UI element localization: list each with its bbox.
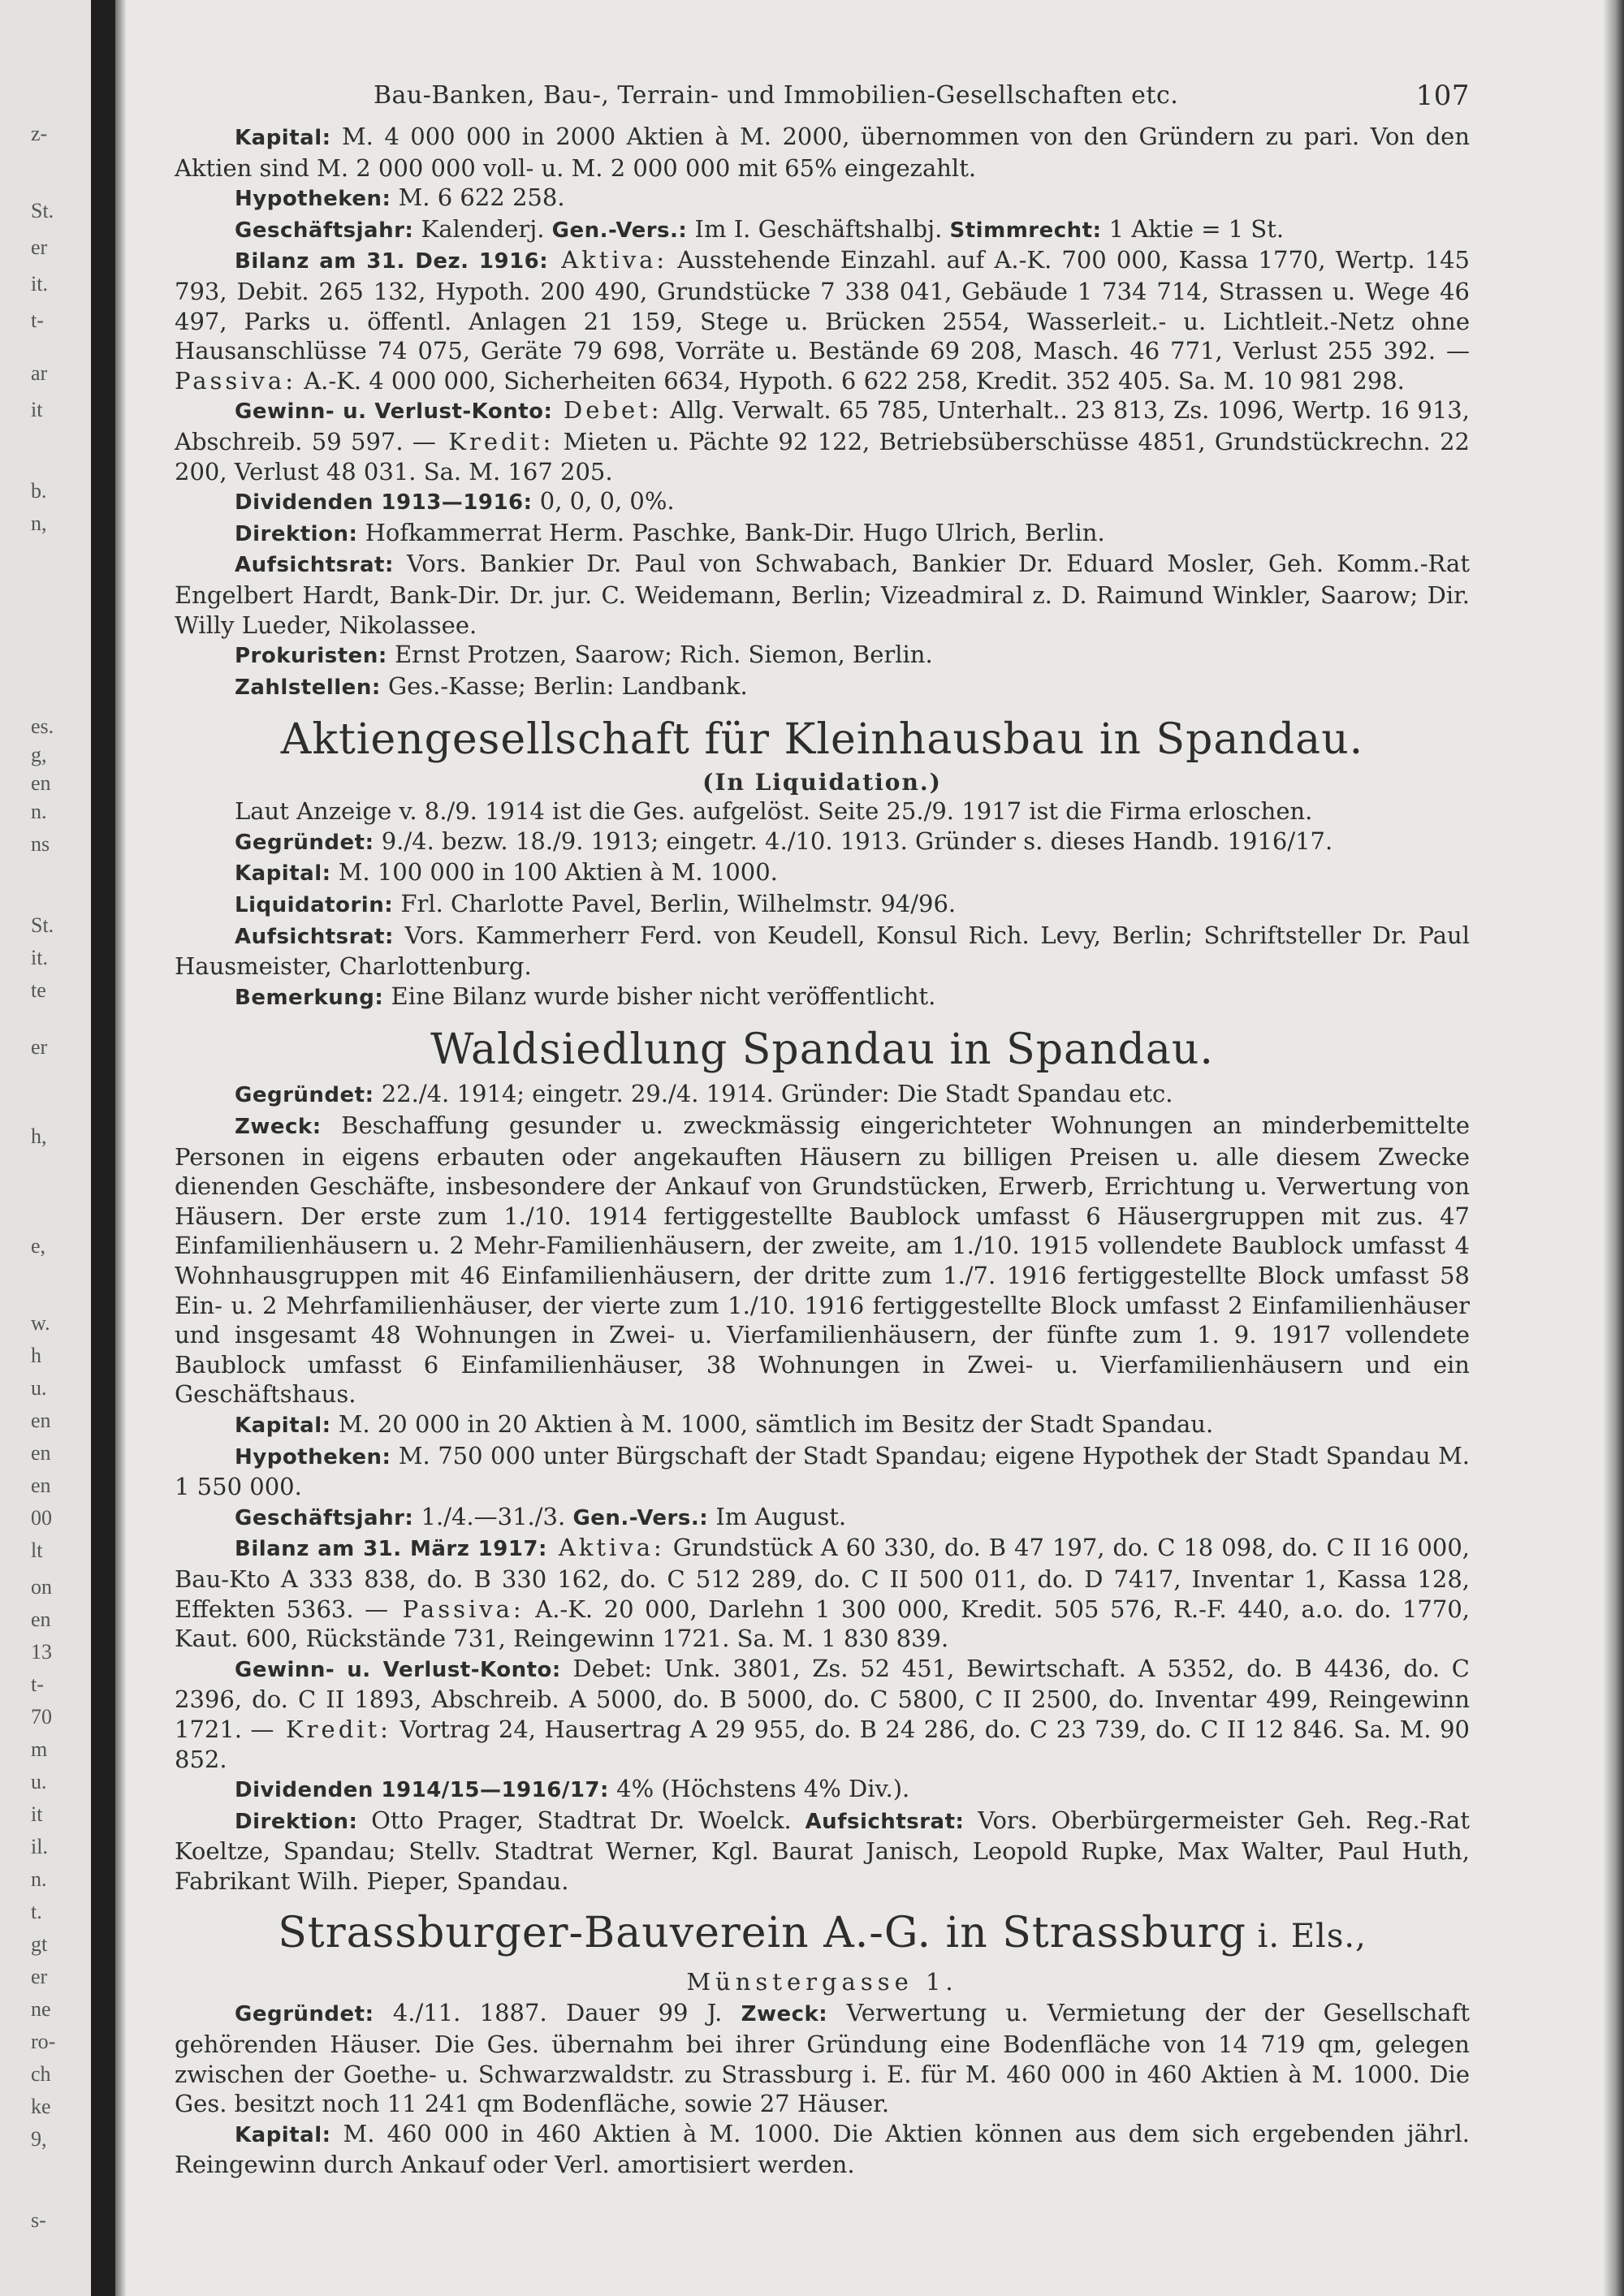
field-label: Direktion: <box>235 1809 358 1834</box>
margin-fragment: 70 <box>31 1705 52 1728</box>
margin-fragment: en <box>31 1608 51 1631</box>
field-label: Zweck: <box>235 1115 322 1140</box>
margin-fragment: ch <box>31 2062 51 2086</box>
margin-fragment: t- <box>31 1672 44 1696</box>
field-label: Dividenden 1913—1916: <box>235 490 533 516</box>
entry-paragraph <box>175 1079 1470 1111</box>
field-text: M. 20 000 in 20 Aktien à M. 1000, sämtlich im Besitz der Stadt Spandau. <box>330 1409 1214 1438</box>
page-edge-shadow <box>1603 0 1624 2296</box>
margin-fragment: it <box>31 1802 43 1826</box>
margin-fragment: s- <box>31 2208 46 2232</box>
field-text: Debet: Unk. 3801, Zs. 52 451, Bewirtschaft. A 5352, do. B 4436, do. C 2396, do. C II 1893, Abschreib. A 5000, do. B 5000, do. C 5800, C II 2500, do. Inventar 499, Reingewinn 1721. — <box>175 1654 1470 1743</box>
margin-fragment: it. <box>31 272 48 296</box>
margin-fragment: u. <box>31 1770 47 1793</box>
entry-paragraph <box>175 518 1470 550</box>
field-text: M. 750 000 unter Bürgschaft der Stadt Spandau; eigene Hypothek der Stadt Spandau M. 1 550 000. <box>175 1441 1470 1501</box>
header-title: Bau-Banken, Bau-, Terrain- und Immobilien-Gesellschaften etc. <box>374 81 1179 110</box>
margin-fragment: n. <box>31 800 47 823</box>
entry-subtitle-liquidation: (In Liquidation.) <box>702 769 942 796</box>
field-sublabel: Passiva: <box>388 1595 525 1623</box>
entry-paragraph <box>175 857 1470 889</box>
entry-paragraph <box>175 1111 1470 1409</box>
entry-paragraph <box>175 1533 1470 1653</box>
field-label: Bilanz am 31. Dez. 1916: <box>235 249 549 274</box>
field-label: Liquidatorin: <box>235 893 394 918</box>
entry-paragraph <box>175 245 1470 395</box>
field-text: Ges.-Kasse; Berlin: Landbank. <box>380 671 748 700</box>
entry-paragraph <box>175 1774 1470 1806</box>
field-sublabel: Aktiva: <box>546 1534 665 1562</box>
field-sublabel: Aktiva: <box>548 246 668 274</box>
margin-fragment: St. <box>31 199 54 222</box>
field-text: Eine Bilanz wurde bisher nicht veröffentlicht. <box>383 982 936 1010</box>
field-label: Bilanz am 31. März 1917: <box>235 1537 547 1562</box>
field-text: Otto Prager, Stadtrat Dr. Woelck. <box>357 1806 792 1834</box>
field-label: Gen.-Vers.: <box>551 218 688 243</box>
margin-fragment: St. <box>31 913 54 937</box>
running-header <box>175 81 1470 122</box>
field-text: Allg. Verwalt. 65 785, Unterhalt.. 23 813, Zs. 1096, Wertp. 16 913, Abschreib. 59 597. — <box>175 396 1470 455</box>
margin-fragment: g, <box>31 743 47 766</box>
field-text: Vors. Bankier Dr. Paul von Schwabach, Bankier Dr. Eduard Mosler, Geh. Komm.-Rat Engelbert Hardt, Bank-Dir. Dr. jur. C. Weidemann, Berlin; Vizeadmiral z. D. Raimund Winkler, Saarow; Dir. Willy Lueder, Nikolassee. <box>175 550 1470 639</box>
field-label: Aufsichtsrat: <box>235 553 394 578</box>
margin-fragment: ar <box>31 361 48 385</box>
field-text: Verwertung u. Vermietung der der Gesellschaft gehörenden Häuser. Die Ges. übernahm bei ihrer Gründung eine Bodenfläche von 14 719 qm, gelegen zwischen der Goethe- u. Schwarzwaldstr. zu Strassburg i. E. für M. 460 000 in 460 Aktien à M. 1000. Die Ges. besitzt noch 11 241 qm Bodenfläche, sowie 27 Häuser. <box>175 1999 1470 2118</box>
field-label: Geschäftsjahr: <box>235 218 414 243</box>
field-label: Aufsichtsrat: <box>235 924 394 949</box>
entry-paragraph <box>175 1502 1470 1534</box>
entry-previous-company <box>175 122 1470 702</box>
field-label: Geschäftsjahr: <box>235 1505 414 1530</box>
field-label: Bemerkung: <box>235 985 384 1010</box>
field-text: Grundstück A 60 330, do. B 47 197, do. C 18 098, do. C II 16 000, Bau-Kto A 333 838, do. B 330 162, do. C 512 289, do. C II 500 011, do. D 7417, Inventar 1, Kassa 128, Effekten 5363. — <box>175 1534 1470 1623</box>
field-text: Mieten u. Pächte 92 122, Betriebsüberschüsse 4851, Grundstückrechn. 22 200, Verlust 48 031. Sa. M. 167 205. <box>175 427 1470 486</box>
field-text: Hofkammerrat Herm. Paschke, Bank-Dir. Hugo Ulrich, Berlin. <box>357 518 1105 546</box>
field-text: M. 460 000 in 460 Aktien à M. 1000. Die Aktien können aus dem sich ergebenden jährl. Reingewinn durch Ankauf oder Verl. amortisiert werden. <box>175 2119 1470 2179</box>
margin-fragment: u. <box>31 1376 47 1400</box>
title-main: Strassburger-Bauverein A.-G. in Strassburg <box>278 1909 1246 1958</box>
field-label: Hypotheken: <box>235 187 391 212</box>
margin-fragment: 00 <box>31 1506 52 1530</box>
margin-fragment: er <box>31 235 48 259</box>
field-text: 1./4.—31./3. <box>413 1502 566 1530</box>
field-label: Gewinn- u. Verlust-Konto: <box>235 399 553 425</box>
entry-paragraph <box>175 921 1470 982</box>
field-sublabel: Passiva: <box>175 366 296 395</box>
previous-page-margin <box>0 0 91 2296</box>
field-label: Hypotheken: <box>235 1444 391 1470</box>
margin-fragment: t. <box>31 1900 42 1923</box>
margin-fragment: gt <box>31 1932 48 1956</box>
entry-strassburger <box>175 1998 1470 2180</box>
margin-fragment: m <box>31 1737 48 1761</box>
field-text: 9./4. bezw. 18./9. 1913; eingetr. 4./10. 1913. Gründer s. dieses Handb. 1916/17. <box>374 826 1333 855</box>
margin-fragment: en <box>31 1409 51 1432</box>
field-sublabel: Kredit: <box>274 1715 391 1743</box>
field-text: M. 100 000 in 100 Aktien à M. 1000. <box>330 858 778 887</box>
field-text: A.-K. 4 000 000, Sicherheiten 6634, Hypoth. 6 622 258, Kredit. 352 405. Sa. M. 10 981 298. <box>296 366 1405 395</box>
field-label: Gen.-Vers.: <box>572 1505 709 1530</box>
margin-fragment: ne <box>31 1997 51 2021</box>
field-label: Kapital: <box>235 1413 331 1438</box>
entry-paragraph <box>175 1806 1470 1897</box>
field-text: Ausstehende Einzahl. auf A.-K. 700 000, Kassa 1770, Wertp. 145 793, Debit. 265 132, Hypoth. 200 490, Grundstücke 7 338 041, Gebäude 1 734 714, Strassen u. Wege 46 497, Parks u. öffentl. Anlagen 21 159, Stege u. Brücken 2554, Wasserleit.- u. Lichtleit.-Netz ohne Hausanschlüsse 74 075, Geräte 79 698, Vorräte u. Bestände 69 208, Masch. 46 771, Verlust 255 392. — <box>175 246 1470 365</box>
margin-fragment: b. <box>31 479 47 503</box>
book-gutter <box>91 0 115 2296</box>
field-text: 4./11. 1887. Dauer 99 J. <box>374 1999 723 2027</box>
margin-fragment: it. <box>31 946 48 969</box>
field-label: Prokuristen: <box>235 644 387 669</box>
margin-fragment: h <box>31 1344 41 1367</box>
field-text: M. 4 000 000 in 2000 Aktien à M. 2000, übernommen von den Gründern zu pari. Von den Aktien sind M. 2 000 000 voll- u. M. 2 000 000 mit 65% eingezahlt. <box>175 123 1470 182</box>
margin-fragment: 13 <box>31 1640 52 1664</box>
margin-fragment: e, <box>31 1234 46 1258</box>
field-text: Frl. Charlotte Pavel, Berlin, Wilhelmstr. 94/96. <box>393 890 957 918</box>
entry-paragraph: Laut Anzeige v. 8./9. 1914 ist die Ges. aufgelöst. Seite 25./9. 1917 ist die Firma erloschen. <box>235 797 1313 826</box>
field-text: Im August. <box>708 1502 847 1530</box>
margin-fragment: 9, <box>31 2127 47 2151</box>
entry-paragraph <box>175 1654 1470 1774</box>
entry-title-strassburger <box>175 1907 1470 1962</box>
entry-paragraph <box>175 486 1470 518</box>
field-label: Zweck: <box>741 2002 828 2027</box>
margin-fragment: lt <box>31 1539 43 1562</box>
margin-fragment: on <box>31 1575 52 1599</box>
margin-fragment: en <box>31 1474 51 1497</box>
field-text: Im I. Geschäftshalbj. <box>687 214 943 243</box>
entry-title-kleinhausbau: Aktiengesellschaft für Kleinhausbau in Spandau. <box>280 715 1364 765</box>
field-label: Stimmrecht: <box>949 218 1102 243</box>
field-label: Aufsichtsrat: <box>805 1809 965 1834</box>
field-sublabel: Debet: <box>552 396 663 425</box>
gutter-shadow <box>115 0 127 2296</box>
entry-paragraph <box>175 2119 1470 2180</box>
field-text: Vors. Kammerherr Ferd. von Keudell, Konsul Rich. Levy, Berlin; Schriftsteller Dr. Paul Hausmeister, Charlottenburg. <box>175 921 1470 981</box>
entry-paragraph <box>175 982 1470 1013</box>
margin-fragment: er <box>31 1965 48 1988</box>
page-content <box>175 81 1470 2180</box>
field-sublabel: Kredit: <box>435 427 555 455</box>
margin-fragment: il. <box>31 1835 48 1858</box>
title-suffix: i. Els., <box>1246 1918 1367 1956</box>
field-text: Vortrag 24, Hausertrag A 29 955, do. B 24 286, do. C 23 739, do. C II 12 846. Sa. M. 90 852. <box>175 1715 1470 1773</box>
field-label: Zahlstellen: <box>235 675 381 700</box>
entry-address: Münstergasse 1. <box>686 1968 958 1996</box>
field-label: Kapital: <box>235 126 331 150</box>
field-label: Gewinn- u. Verlust-Konto: <box>235 1657 561 1682</box>
margin-fragment: en <box>31 771 51 795</box>
field-text: Kalenderj. <box>413 214 545 243</box>
page-number: 107 <box>1415 80 1470 112</box>
margin-fragment: h, <box>31 1124 47 1148</box>
entry-paragraph <box>175 826 1470 858</box>
entry-kleinhausbau <box>175 796 1470 1012</box>
entry-paragraph <box>175 671 1470 703</box>
entry-paragraph <box>175 395 1470 486</box>
entry-paragraph <box>175 122 1470 183</box>
margin-fragment: es. <box>31 714 54 738</box>
margin-fragment: te <box>31 978 46 1002</box>
field-label: Direktion: <box>235 521 358 546</box>
entry-paragraph <box>175 1409 1470 1441</box>
entry-paragraph <box>175 889 1470 921</box>
field-text: Vors. Oberbürgermeister Geh. Reg.-Rat Koeltze, Spandau; Stellv. Stadtrat Werner, Kgl. Baurat Janisch, Leopold Rupke, Max Walter, Paul Huth, Fabrikant Wilh. Pieper, Spandau. <box>175 1806 1470 1895</box>
margin-fragment: t- <box>31 309 44 332</box>
entry-title-waldsiedlung: Waldsiedlung Spandau in Spandau. <box>430 1025 1214 1075</box>
margin-fragment: n, <box>31 511 47 535</box>
field-text: 1 Aktie = 1 St. <box>1101 214 1285 243</box>
entry-paragraph <box>175 1441 1470 1502</box>
field-text: 0, 0, 0, 0%. <box>532 487 675 516</box>
entry-paragraph <box>175 214 1470 246</box>
field-label: Gegründet: <box>235 2002 374 2027</box>
margin-fragment: n. <box>31 1867 47 1891</box>
field-text: Beschaffung gesunder u. zweckmässig eingerichteter Wohnungen an minderbemittelte Personen in eigens erbauten oder angekauften Häusern zu billigen Preisen u. alle diesem Zwecke dienenden Geschäfte, insbesondere der Ankauf von Grundstücken, Erwerb, Errichtung u. Verwertung von Häusern. Der erste zum 1./10. 1914 fertiggestellte Baublock umfasst 6 Häusergruppen mit zus. 47 Einfamilienhäusern u. 2 Mehr-Familienhäusern, der zweite, am 1./10. 1915 vollendete Baublock umfasst 4 Wohnhausgruppen mit 46 Einfamilienhäusern, der dritte zum 1./7. 1916 fertiggestellte Block umfasst 58 Ein- u. 2 Mehrfamilienhäuser, der vierte zum 1./10. 1916 fertiggestellte Block umfasst 2 Einfamilienhäuser und insgesamt 48 Wohnungen in Zwei- u. Vierfamilienhäusern, der fünfte zum 1. 9. 1917 vollendete Baublock umfasst 6 Einfamilienhäuser, 38 Wohnungen in Zwei- u. Vierfamilienhäusern und ein Geschäftshaus. <box>175 1111 1470 1409</box>
margin-fragment: ke <box>31 2095 51 2118</box>
field-text: A.-K. 20 000, Darlehn 1 300 000, Kredit. 505 576, R.-F. 440, a.o. do. 1770, Kaut. 600, Rückstände 731, Reingewinn 1721. Sa. M. 1 830 839. <box>175 1595 1471 1653</box>
field-label: Gegründet: <box>235 1083 374 1108</box>
margin-fragment: en <box>31 1441 51 1465</box>
margin-fragment: ro- <box>31 2030 56 2053</box>
margin-fragment: it <box>31 398 43 421</box>
entry-paragraph <box>175 183 1470 214</box>
field-label: Dividenden 1914/15—1916/17: <box>235 1778 609 1803</box>
field-label: Kapital: <box>235 861 331 887</box>
field-label: Gegründet: <box>235 830 374 855</box>
entry-paragraph <box>175 549 1470 640</box>
entry-paragraph <box>175 640 1470 671</box>
margin-fragment: w. <box>31 1311 50 1335</box>
margin-fragment: er <box>31 1035 48 1059</box>
field-text: M. 6 622 258. <box>391 183 565 212</box>
field-text: 22./4. 1914; eingetr. 29./4. 1914. Gründer: Die Stadt Spandau etc. <box>374 1080 1173 1108</box>
field-text: Ernst Protzen, Saarow; Rich. Siemon, Berlin. <box>387 641 933 669</box>
margin-fragment: z- <box>31 122 48 145</box>
entry-paragraph <box>175 1998 1470 2118</box>
entry-waldsiedlung <box>175 1079 1470 1896</box>
field-text: 4% (Höchstens 4% Div.). <box>608 1775 910 1803</box>
field-label: Kapital: <box>235 2122 331 2147</box>
margin-fragment: ns <box>31 832 50 856</box>
